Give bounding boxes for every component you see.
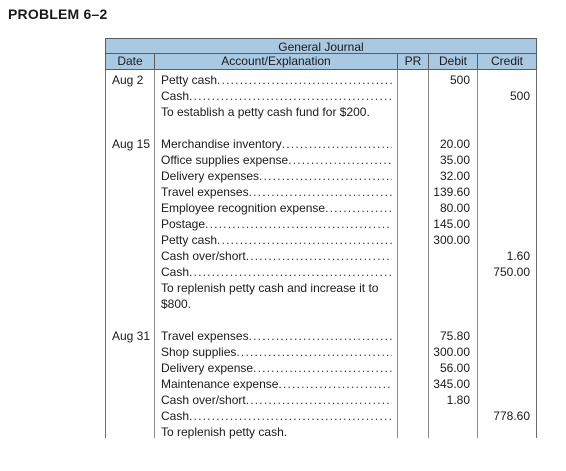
debit-amount: 56.00: [439, 361, 470, 375]
pr-cell: [398, 376, 429, 392]
account-cell: [155, 184, 398, 200]
entry-explanation: To replenish petty cash and increase it to $800.: [161, 281, 379, 311]
account-name: Merchandise inventory: [161, 137, 282, 151]
account-name: Postage: [161, 217, 206, 231]
debit-amount: 139.60: [433, 185, 470, 199]
account-cell: [155, 88, 398, 104]
debit-amount: 300.00: [433, 233, 470, 247]
account-name: Petty cash: [161, 233, 218, 247]
entry-explanation: To establish a petty cash fund for $200.: [161, 105, 370, 119]
pr-cell: [398, 200, 429, 216]
credit-amount: 778.60: [493, 409, 530, 423]
debit-amount: 75.80: [439, 329, 470, 343]
journal-line-row: [106, 408, 536, 424]
credit-amount: [478, 104, 536, 120]
pr-cell: [398, 328, 429, 344]
debit-amount: [429, 264, 478, 280]
account-name: Travel expenses: [161, 329, 249, 343]
debit-amount: 345.00: [433, 377, 470, 391]
pr-cell: [398, 136, 429, 152]
dot-leader: [249, 328, 392, 344]
debit-amount: [429, 408, 478, 424]
account-cell: [155, 248, 398, 264]
account-name: Delivery expenses: [161, 169, 260, 183]
entry-date: [106, 408, 155, 424]
journal-line-row: [106, 184, 536, 200]
journal-line-row: [106, 232, 536, 248]
account-name: Travel expenses: [161, 185, 249, 199]
pr-cell: [398, 424, 429, 440]
dot-leader: [246, 392, 392, 408]
credit-amount: [478, 328, 536, 344]
problem-title: PROBLEM 6–2: [8, 6, 108, 22]
debit-amount: [429, 280, 478, 312]
credit-amount: [478, 136, 536, 152]
debit-amount: 35.00: [439, 153, 470, 167]
explanation-row: [106, 280, 536, 312]
journal-line-row: [106, 360, 536, 376]
journal-line-row: [106, 216, 536, 232]
dot-leader: [282, 136, 392, 152]
account-cell: [155, 344, 398, 360]
journal-line-row: [106, 248, 536, 264]
debit-amount: 80.00: [439, 201, 470, 215]
pr-cell: [398, 360, 429, 376]
credit-amount: 1.60: [506, 249, 530, 263]
journal-title: General Journal: [105, 38, 537, 54]
credit-amount: [478, 280, 536, 312]
dot-leader: [253, 360, 392, 376]
general-journal-table: [105, 38, 537, 438]
debit-amount: [429, 104, 478, 120]
account-cell: [155, 408, 398, 424]
credit-amount: [478, 184, 536, 200]
spacer-row: [106, 312, 536, 328]
account-name: Office supplies expense: [161, 153, 289, 167]
journal-line-row: [106, 328, 536, 344]
account-name: Delivery expense: [161, 361, 254, 375]
entry-date: [106, 232, 155, 248]
account-cell: [155, 152, 398, 168]
journal-body: [106, 70, 536, 438]
credit-amount: [478, 424, 536, 440]
entry-date: [106, 264, 155, 280]
journal-line-row: [106, 152, 536, 168]
dot-leader: [278, 376, 392, 392]
account-name: Cash: [161, 409, 190, 423]
credit-amount: [478, 216, 536, 232]
credit-amount: [478, 72, 536, 88]
entry-date: [106, 88, 155, 104]
credit-amount: [478, 376, 536, 392]
pr-cell: [398, 232, 429, 248]
pr-cell: [398, 408, 429, 424]
account-name: Shop supplies: [161, 345, 237, 359]
entry-date: [106, 152, 155, 168]
dot-leader: [217, 72, 392, 88]
dot-leader: [236, 344, 392, 360]
pr-cell: [398, 88, 429, 104]
header-date: Date: [106, 54, 155, 69]
entry-date: Aug 31: [112, 329, 151, 343]
journal-line-row: [106, 264, 536, 280]
account-name: Maintenance expense: [161, 377, 279, 391]
pr-cell: [398, 344, 429, 360]
pr-cell: [398, 184, 429, 200]
account-cell: [155, 168, 398, 184]
dot-leader: [189, 88, 392, 104]
entry-date: [106, 184, 155, 200]
debit-amount: 145.00: [433, 217, 470, 231]
account-name: Cash over/short: [161, 249, 246, 263]
entry-explanation: To replenish petty cash.: [161, 425, 288, 439]
entry-date: [106, 344, 155, 360]
pr-cell: [398, 152, 429, 168]
credit-amount: [478, 200, 536, 216]
account-cell: [155, 72, 398, 88]
header-debit: Debit: [429, 54, 478, 69]
entry-date: [106, 248, 155, 264]
dot-leader: [259, 168, 392, 184]
account-cell: [155, 136, 398, 152]
entry-date: [106, 200, 155, 216]
journal-header-row: [105, 54, 537, 70]
dot-leader: [205, 216, 392, 232]
journal-rows: [106, 72, 536, 440]
pr-cell: [398, 264, 429, 280]
account-cell: [155, 360, 398, 376]
credit-amount: [478, 360, 536, 376]
debit-amount: 300.00: [433, 345, 470, 359]
header-account: Account/Explanation: [155, 54, 398, 69]
account-cell: [155, 264, 398, 280]
pr-cell: [398, 104, 429, 120]
debit-amount: [429, 424, 478, 440]
credit-amount: [478, 344, 536, 360]
entry-date: [106, 216, 155, 232]
dot-leader: [189, 408, 392, 424]
entry-date: [106, 376, 155, 392]
dot-leader: [288, 152, 392, 168]
header-pr: PR: [398, 54, 429, 69]
header-credit: Credit: [490, 54, 523, 68]
entry-date: [106, 424, 155, 440]
pr-cell: [398, 216, 429, 232]
credit-amount: [478, 232, 536, 248]
credit-amount: [478, 392, 536, 408]
dot-leader: [249, 184, 392, 200]
journal-line-row: [106, 88, 536, 104]
dot-leader: [217, 232, 392, 248]
debit-amount: 20.00: [439, 137, 470, 151]
credit-amount: [478, 152, 536, 168]
credit-amount: 500: [509, 89, 530, 103]
account-name: Employee recognition expense: [161, 201, 326, 215]
debit-amount: 500: [449, 73, 470, 87]
debit-amount: 1.80: [446, 393, 470, 407]
journal-line-row: [106, 376, 536, 392]
debit-amount: [429, 248, 478, 264]
debit-amount: [429, 88, 478, 104]
pr-cell: [398, 168, 429, 184]
account-cell: [155, 216, 398, 232]
credit-amount: 750.00: [493, 265, 530, 279]
entry-date: [106, 168, 155, 184]
account-cell: [155, 232, 398, 248]
account-name: Cash over/short: [161, 393, 246, 407]
journal-line-row: [106, 392, 536, 408]
pr-cell: [398, 248, 429, 264]
account-cell: [155, 200, 398, 216]
journal-line-row: [106, 136, 536, 152]
account-cell: [155, 376, 398, 392]
dot-leader: [246, 248, 392, 264]
pr-cell: [398, 280, 429, 312]
entry-date: [106, 392, 155, 408]
account-name: Cash: [161, 265, 190, 279]
entry-date: Aug 2: [112, 73, 144, 87]
journal-line-row: [106, 168, 536, 184]
explanation-row: [106, 424, 536, 440]
explanation-row: [106, 104, 536, 120]
debit-amount: 32.00: [439, 169, 470, 183]
spacer-row: [106, 120, 536, 136]
journal-line-row: [106, 72, 536, 88]
entry-date: [106, 280, 155, 312]
account-cell: [155, 328, 398, 344]
journal-line-row: [106, 344, 536, 360]
entry-date: [106, 360, 155, 376]
pr-cell: [398, 72, 429, 88]
entry-date: Aug 15: [112, 137, 151, 151]
account-name: Petty cash: [161, 73, 218, 87]
account-name: Cash: [161, 89, 190, 103]
dot-leader: [325, 200, 392, 216]
pr-cell: [398, 392, 429, 408]
journal-line-row: [106, 200, 536, 216]
entry-date: [106, 104, 155, 120]
credit-amount: [478, 168, 536, 184]
account-cell: [155, 392, 398, 408]
dot-leader: [189, 264, 392, 280]
